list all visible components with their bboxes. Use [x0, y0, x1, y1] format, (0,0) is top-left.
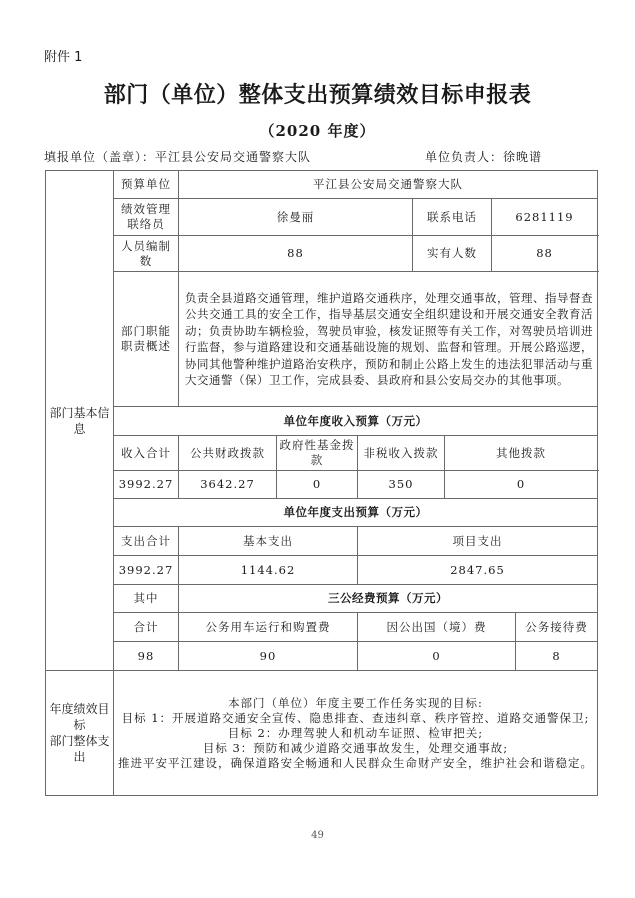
goal-line: 本部门（单位）年度主要工作任务实现的目标:: [228, 695, 483, 710]
page-number: 49: [311, 830, 324, 841]
three-public-header-total: 合计: [114, 613, 179, 642]
goal-line: 目标 1：开展道路交通安全宣传、隐患排查、查违纠章、秩序管控、道路交通警保卫;: [121, 710, 590, 725]
unit-head-value: 徐晚谱: [503, 150, 543, 164]
income-value-other: 0: [445, 471, 598, 499]
three-public-value-abroad: 0: [358, 642, 516, 671]
phone-label: 联系电话: [413, 199, 492, 236]
goal-line: 推进平安平江建设，确保道路安全畅通和人民群众生命财产安全，维护社会和谐稳定。: [118, 755, 593, 770]
attachment-label: 附件 1: [44, 50, 83, 65]
fill-unit: [44, 148, 311, 165]
income-header-gov-fund: 政府性基金拨款: [277, 436, 358, 471]
income-value-gov-fund: 0: [277, 471, 358, 499]
fill-unit-label: 填报单位（盖章）：: [44, 150, 156, 164]
three-public-title: 三公经费预算（万元）: [179, 585, 598, 613]
unit-head-label: 单位负责人：: [425, 150, 504, 164]
income-header-total: 收入合计: [114, 436, 179, 471]
income-value-total: 3992.27: [114, 471, 179, 499]
duties-label: 部门职能职责概述: [114, 272, 179, 407]
expense-header-total: 支出合计: [114, 527, 179, 556]
expense-header-project: 项目支出: [358, 527, 598, 556]
page-subtitle: （2020 年度）: [259, 122, 376, 140]
income-value-public-finance: 3642.27: [179, 471, 277, 499]
income-value-non-tax: 350: [358, 471, 445, 499]
actual-staff-label: 实有人数: [413, 236, 492, 272]
expense-value-basic: 1144.62: [179, 556, 358, 585]
staff-quota-label: 人员编制数: [114, 236, 179, 272]
section-annual-goals-label-2: 部门整体支出: [49, 734, 110, 764]
section-annual-goals: [46, 671, 114, 796]
budget-unit-value: 平江县公安局交通警察大队: [179, 171, 598, 199]
income-budget-title: 单位年度收入预算（万元）: [114, 407, 598, 436]
actual-staff-value: 88: [492, 236, 598, 272]
income-header-non-tax: 非税收入拨款: [358, 436, 445, 471]
staff-quota-value: 88: [179, 236, 413, 272]
page-title: 部门（单位）整体支出预算绩效目标申报表: [103, 82, 532, 108]
expense-budget-title: 单位年度支出预算（万元）: [114, 499, 598, 527]
expense-value-project: 2847.65: [358, 556, 598, 585]
three-public-header-reception: 公务接待费: [516, 613, 598, 642]
three-public-header-vehicle: 公务用车运行和购置费: [179, 613, 358, 642]
goal-line: 目标 2：办理驾驶人和机动车证照、检审把关;: [227, 725, 484, 740]
income-header-public-finance: 公共财政拨款: [179, 436, 277, 471]
expense-value-total: 3992.27: [114, 556, 179, 585]
income-header-other: 其他拨款: [445, 436, 598, 471]
three-public-header-abroad: 因公出国（境）费: [358, 613, 516, 642]
section-basic-info: 部门基本信息: [46, 171, 114, 671]
three-public-value-total: 98: [114, 642, 179, 671]
duties-text: 负责全县道路交通管理，维护道路交通秩序，处理交通事故，管理、指导督查公共交通工具的安全工作，指导基层交通安全组织建设和开展交通安全教育活动；负责协助车辆检验，驾驶员审验，核发证照等有关工作，对驾驶员培训进行监督，参与道路建设和交通基础设施的规划、监督和管理。开展公路巡逻，协同其他警种维护道路治安秩序，预防和制止公路上发生的违法犯罪活动与重大交通警（保）卫工作，完成县委、县政府和县公安局交办的其他事项。: [179, 272, 598, 407]
section-annual-goals-label-1: 年度绩效目标: [49, 702, 110, 732]
three-public-value-vehicle: 90: [179, 642, 358, 671]
goal-line: 目标 3：预防和减少道路交通事故发生，处理交通事故;: [202, 740, 509, 755]
phone-value: 6281119: [492, 199, 598, 236]
liaison-label: 绩效管理联络员: [114, 199, 179, 236]
liaison-value: 徐曼丽: [179, 199, 413, 236]
three-public-value-reception: 8: [516, 642, 598, 671]
budget-report-table: [45, 170, 598, 796]
unit-head: [425, 148, 542, 165]
fill-unit-value: 平江县公安局交通警察大队: [155, 150, 312, 164]
budget-unit-label: 预算单位: [114, 171, 179, 199]
of-which-label: 其中: [114, 585, 179, 613]
expense-header-basic: 基本支出: [179, 527, 358, 556]
annual-goals-text: [114, 671, 598, 796]
